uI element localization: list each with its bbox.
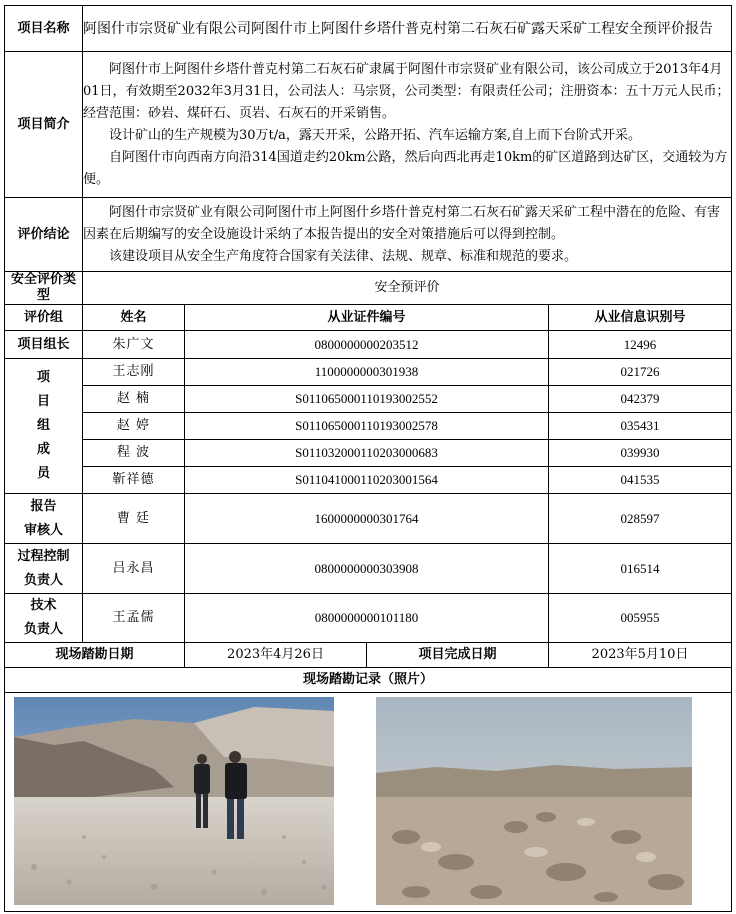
project-intro — [83, 52, 732, 198]
intro-paragraph-3: 自阿图什市向西南方向沿314国道走约20km公路，然后向西北再走10km的矿区道路到达矿区，交通较为方便。 — [83, 149, 728, 187]
member-cert: 1100000000301938 — [185, 359, 549, 386]
site-photo-left — [14, 697, 334, 905]
reviewer-name: 曹 廷 — [83, 494, 185, 544]
member-cert: S011032000110203000683 — [185, 440, 549, 467]
conclusion-paragraph-2: 该建设项目从安全生产角度符合国家有关法律、法规、规章、标准和规范的要求。 — [109, 248, 578, 264]
member-name: 程 波 — [83, 440, 185, 467]
member-cert: S011041000110203001564 — [185, 467, 549, 494]
project-intro-label: 项目简介 — [5, 52, 83, 198]
reviewer-id: 028597 — [549, 494, 732, 544]
member-cert: S011065000110193002552 — [185, 386, 549, 413]
tech-label-line: 负责人 — [23, 622, 63, 637]
photos-cell — [5, 693, 732, 912]
members-label-char: 项 — [36, 370, 50, 385]
quarry-floor — [14, 797, 334, 905]
complete-date-label: 项目完成日期 — [367, 643, 549, 668]
conclusion — [83, 198, 732, 272]
members-label-char: 组 — [36, 418, 50, 433]
survey-date: 2023年4月26日 — [185, 643, 367, 668]
intro-paragraph-2: 设计矿山的生产规模为30万t/a，露天开采，公路开拓、汽车运输方案,自上而下台阶式开采。 — [109, 127, 642, 143]
team-header-cert: 从业证件编号 — [185, 305, 549, 331]
site-photo-right — [376, 697, 692, 905]
tech-cert: 0800000000101180 — [185, 594, 549, 643]
photos-section-label: 现场踏勘记录（照片） — [5, 668, 732, 693]
project-name: 阿图什市宗贤矿业有限公司阿图什市上阿图什乡塔什普克村第二石灰石矿露天采矿工程安全预评价报告 — [83, 6, 732, 52]
eval-type-label: 安全评价类型 — [5, 272, 83, 305]
leader-id: 12496 — [549, 331, 732, 359]
tech-name: 王孟儒 — [83, 594, 185, 643]
member-id: 035431 — [549, 413, 732, 440]
member-name: 靳祥德 — [83, 467, 185, 494]
report-info-table — [4, 5, 732, 912]
tech-label — [5, 594, 83, 643]
tech-id: 005955 — [549, 594, 732, 643]
members-label-char: 目 — [36, 394, 50, 409]
process-label-line: 过程控制 — [17, 548, 70, 564]
member-id: 041535 — [549, 467, 732, 494]
team-header-name: 姓名 — [83, 305, 185, 331]
process-label-line: 负责人 — [23, 572, 63, 588]
leader-cert: 0800000000203512 — [185, 331, 549, 359]
team-header-id: 从业信息识别号 — [549, 305, 732, 331]
members-label — [5, 359, 83, 494]
reviewer-cert: 1600000000301764 — [185, 494, 549, 544]
member-name: 赵 楠 — [83, 386, 185, 413]
member-id: 042379 — [549, 386, 732, 413]
conclusion-paragraph-1: 阿图什市宗贤矿业有限公司阿图什市上阿图什乡塔什普克村第二石灰石矿露天采矿工程中潜在的危险、有害因素在后期编写的安全设施设计采纳了本报告提出的安全对策措施后可以得到控制。 — [83, 204, 721, 242]
intro-paragraph-1: 阿图什市上阿图什乡塔什普克村第二石灰石矿隶属于阿图什市宗贤矿业有限公司，该公司成立于2013年4月01日，有效期至2032年3月31日，公司法人：马宗贤，公司类型：有限责任公司；注册资本：五十万元人民币；经营范围：砂岩、煤矸石、页岩、石灰石的开采销售。 — [83, 61, 730, 121]
member-id: 021726 — [549, 359, 732, 386]
project-name-label: 项目名称 — [5, 6, 83, 52]
process-cert: 0800000000303908 — [185, 544, 549, 594]
leader-name: 朱广文 — [83, 331, 185, 359]
complete-date: 2023年5月10日 — [549, 643, 732, 668]
conclusion-label: 评价结论 — [5, 198, 83, 272]
member-name: 赵 婷 — [83, 413, 185, 440]
process-id: 016514 — [549, 544, 732, 594]
tech-label-line: 技术 — [30, 598, 57, 613]
member-id: 039930 — [549, 440, 732, 467]
process-name: 吕永昌 — [83, 544, 185, 594]
survey-date-label: 现场踏勘日期 — [5, 643, 185, 668]
members-label-char: 成 — [36, 442, 50, 457]
member-cert: S011065000110193002578 — [185, 413, 549, 440]
eval-type-value: 安全预评价 — [83, 272, 732, 305]
reviewer-label — [5, 494, 83, 544]
team-header-group: 评价组 — [5, 305, 83, 331]
process-label — [5, 544, 83, 594]
leader-label: 项目组长 — [5, 331, 83, 359]
reviewer-label-line: 审核人 — [23, 522, 63, 538]
reviewer-label-line: 报告 — [30, 498, 57, 514]
members-label-char: 员 — [36, 466, 50, 481]
member-name: 王志刚 — [83, 359, 185, 386]
